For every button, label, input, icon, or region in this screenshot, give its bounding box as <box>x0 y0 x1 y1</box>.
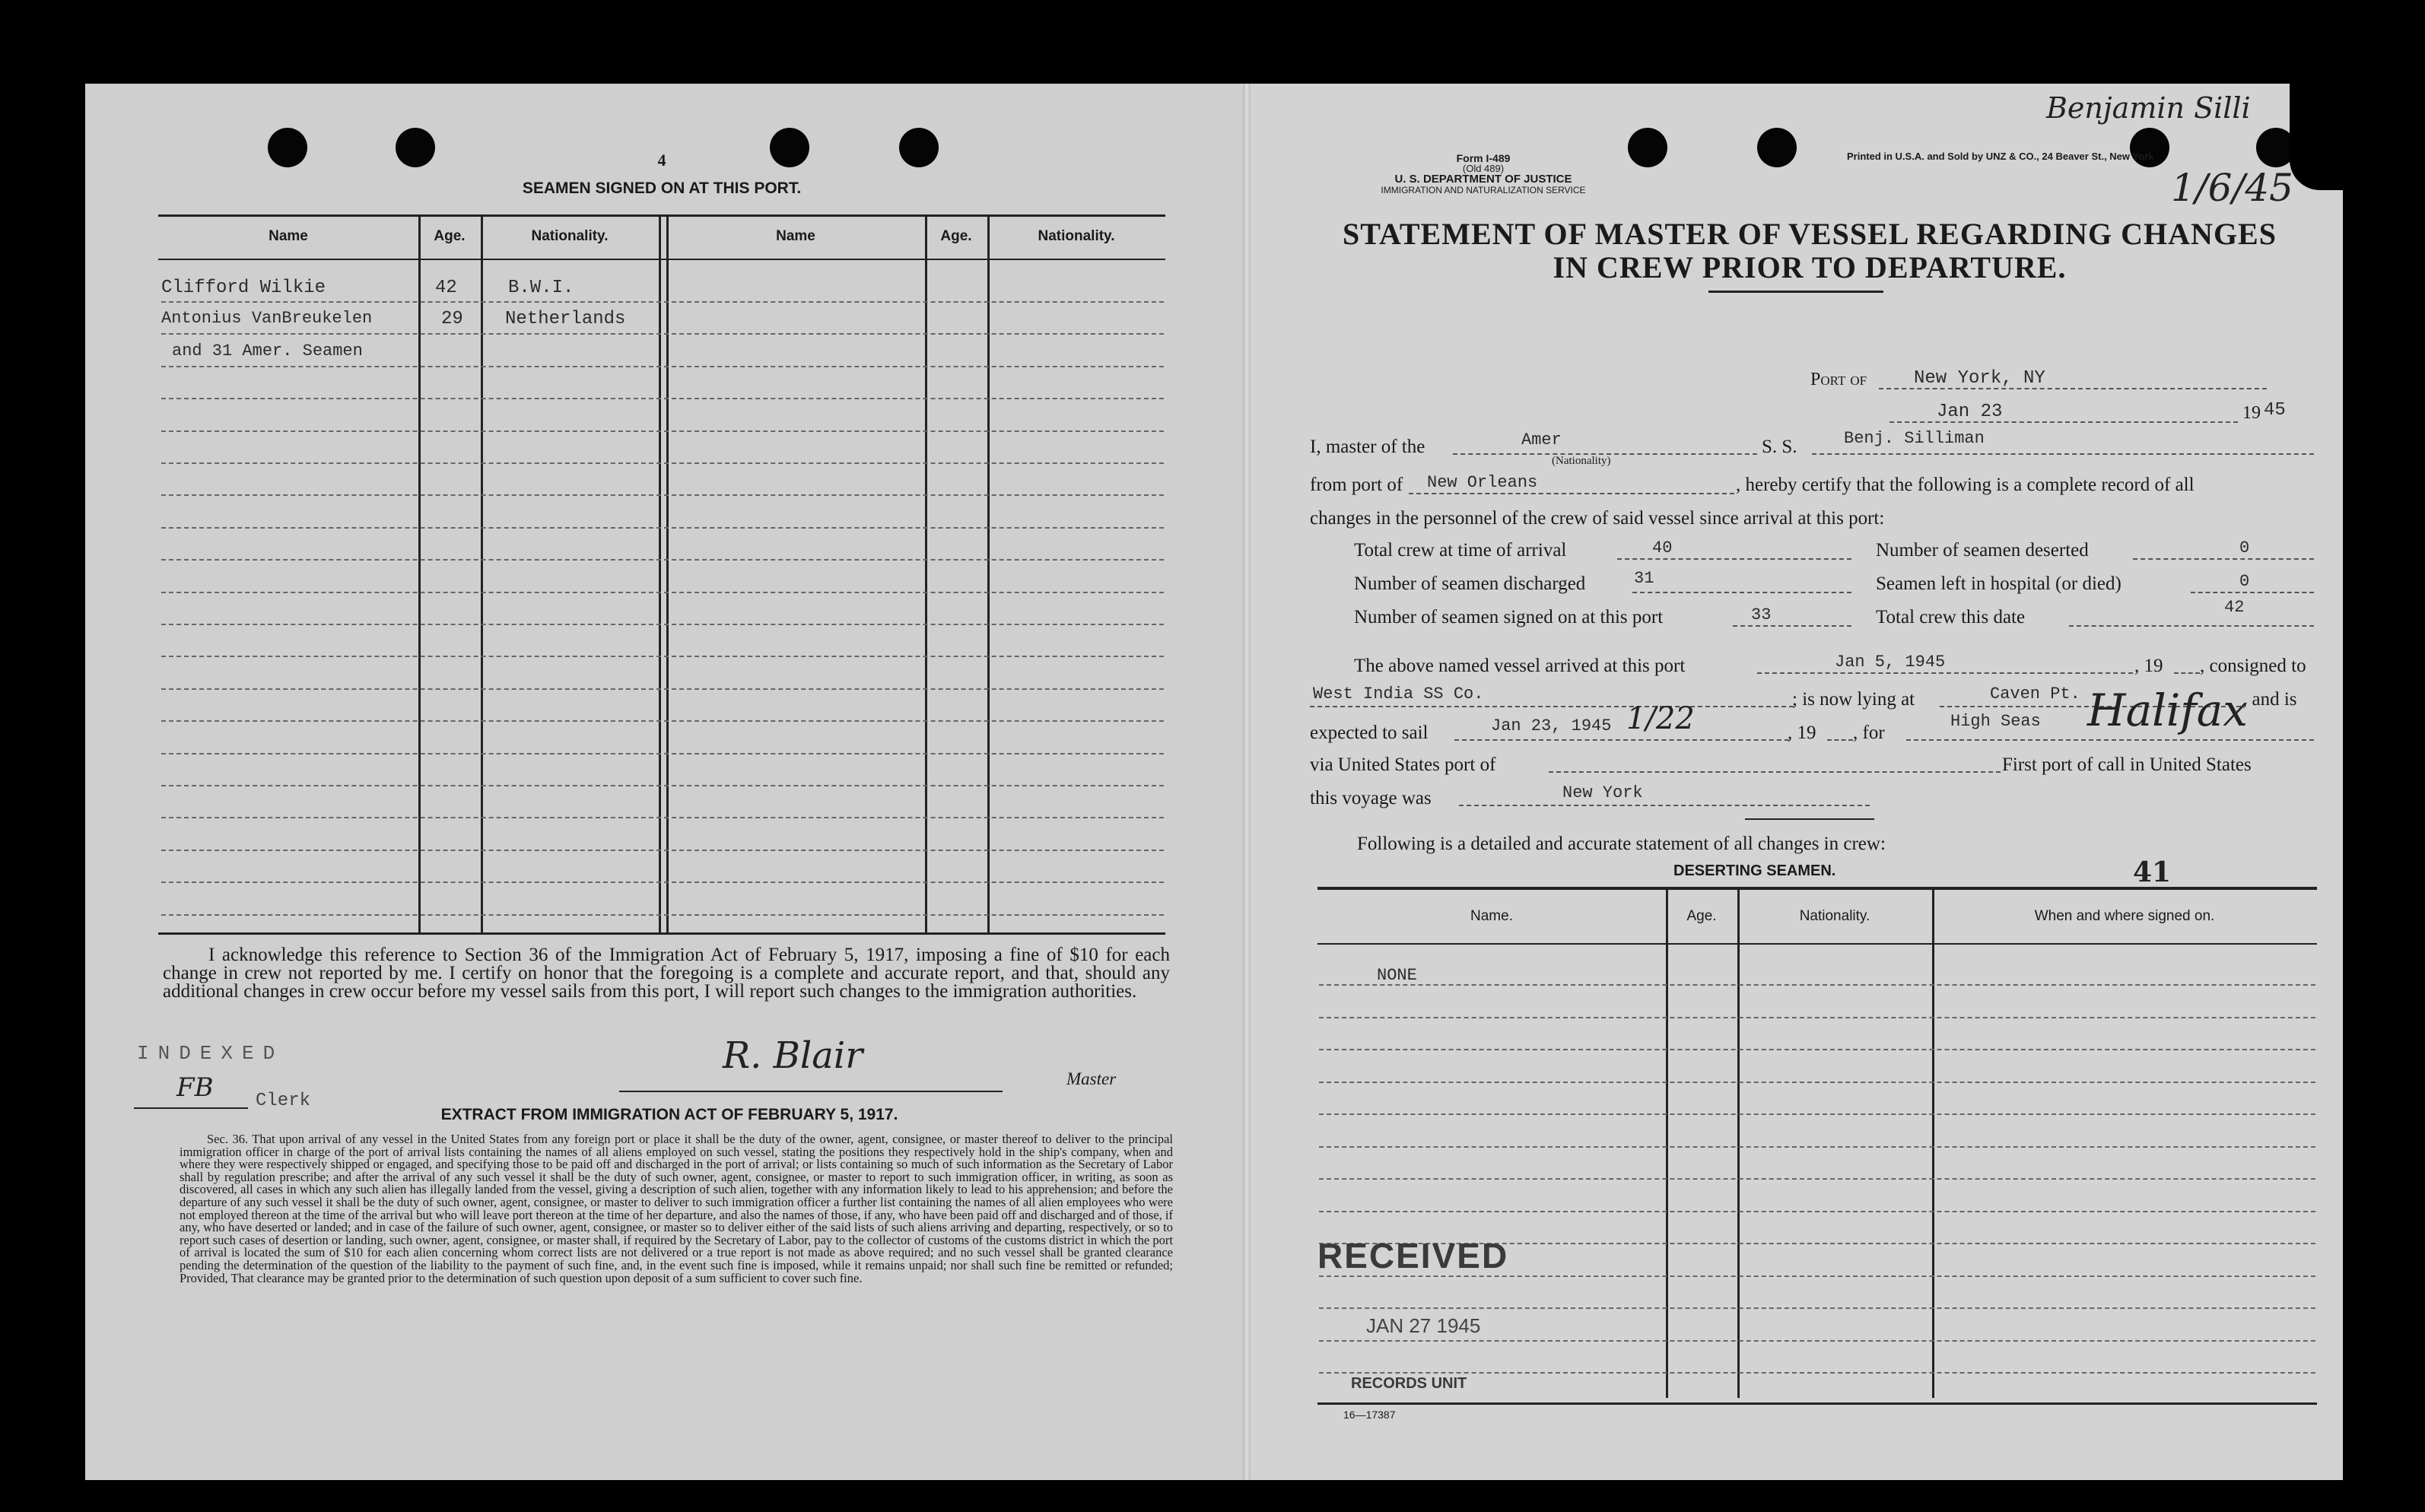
expected-year-line <box>1827 739 1853 741</box>
punch-hole <box>899 128 939 167</box>
consigned-label: , consigned to <box>2200 656 2306 676</box>
voyage-line <box>1459 805 1870 806</box>
handwritten-ship-name: Benjamin Silli <box>2046 91 2251 125</box>
master-of-label: I, master of the <box>1310 437 1425 457</box>
col-header-nationality: Nationality. <box>531 228 609 244</box>
nationality-value: Amer <box>1521 430 1562 449</box>
right-col-header-nationality: Nationality. <box>1799 908 1870 924</box>
table-rule-line <box>1319 1017 2315 1018</box>
via-line <box>1549 771 2001 773</box>
table-rule-line <box>161 494 1164 496</box>
table-top-rule <box>158 214 1165 217</box>
table-row-name: Antonius VanBreukelen <box>161 309 373 328</box>
table-rule-line <box>161 720 1164 722</box>
table-rule-line <box>161 559 1164 561</box>
nationality-caption: (Nationality) <box>1552 455 1611 467</box>
form-number: Form I-489 <box>1456 152 1511 164</box>
table-row-nationality: Netherlands <box>505 309 626 329</box>
right-col-divider <box>1737 890 1740 1398</box>
received-date: JAN 27 1945 <box>1366 1314 1481 1337</box>
signed-on-line <box>1733 625 1851 627</box>
form-bottom-rule <box>1317 1402 2317 1405</box>
total-crew-date-label: Total crew this date <box>1876 607 2026 627</box>
col-header-age: Age. <box>434 228 466 244</box>
table-rule-line <box>1319 1113 2315 1115</box>
table-bottom-rule <box>158 932 1165 935</box>
year-prefix: 19 <box>2242 403 2261 423</box>
expected-year-label: , 19 <box>1788 723 1816 743</box>
table-header-rule <box>158 259 1165 260</box>
arrived-label: The above named vessel arrived at this port <box>1354 656 1686 676</box>
right-table-top-rule <box>1317 887 2317 890</box>
table-rule-line <box>161 753 1164 754</box>
table-rule-line <box>1319 1307 2315 1309</box>
right-col-header-when-where: When and where signed on. <box>2034 908 2215 924</box>
certify-text-2: changes in the personnel of the crew of said vessel since arrival at this port: <box>1310 508 1885 529</box>
col-divider <box>659 214 661 932</box>
hospital-label: Seamen left in hospital (or died) <box>1876 573 2121 594</box>
voyage-rule <box>1745 818 1874 820</box>
from-port-line <box>1409 493 1734 494</box>
port-value: New York, NY <box>1914 368 2045 389</box>
printer-credit: Printed in U.S.A. and Sold by UNZ & CO., 24 Beaver St., New York <box>1847 151 2154 162</box>
right-col-divider <box>1666 890 1668 1398</box>
table-rule-line <box>1319 1178 2315 1180</box>
expected-line <box>1454 739 1789 741</box>
lying-label: ; is now lying at <box>1792 689 1915 710</box>
hospital-line <box>2191 592 2314 593</box>
expected-correction: 1/22 <box>1626 701 1695 736</box>
col-divider <box>418 214 421 932</box>
table-rule-line <box>1319 1146 2315 1148</box>
destination-line <box>1906 739 2314 741</box>
table-row-age: 29 <box>441 309 463 329</box>
extract-title: EXTRACT FROM IMMIGRATION ACT OF FEBRUARY 5, 1917. <box>440 1106 898 1123</box>
table-rule-line <box>161 817 1164 818</box>
department-name: U. S. DEPARTMENT OF JUSTICE <box>1394 173 1572 186</box>
voyage-value: New York <box>1562 783 1643 802</box>
table-rule-line <box>161 462 1164 464</box>
col-divider <box>925 214 927 932</box>
table-rule-line <box>161 366 1164 367</box>
table-rule-line <box>1319 1049 2315 1050</box>
arrived-value: Jan 5, 1945 <box>1835 653 1946 672</box>
right-col-header-name: Name. <box>1470 908 1513 924</box>
deserting-number: 41 <box>2133 856 2172 888</box>
punch-hole <box>268 128 307 167</box>
master-label: Master <box>1066 1069 1117 1088</box>
punch-hole <box>1757 128 1797 167</box>
arrived-year-label: , 19 <box>2134 656 2163 676</box>
torn-corner <box>2290 84 2343 190</box>
signed-on-value: 33 <box>1751 605 1772 624</box>
master-signature: R. Blair <box>723 1034 863 1077</box>
col-divider <box>481 214 483 932</box>
discharged-value: 31 <box>1634 569 1654 588</box>
table-rule-line <box>161 881 1164 883</box>
table-rule-line <box>1319 1211 2315 1212</box>
form-title-line2: IN CREW PRIOR TO DEPARTURE. <box>1553 250 2067 284</box>
table-rule-line <box>161 850 1164 851</box>
records-unit: RECORDS UNIT <box>1351 1375 1467 1392</box>
certify-text: , hereby certify that the following is a complete record of all <box>1736 475 2195 495</box>
table-rule-line <box>161 624 1164 625</box>
total-crew-arrival-line <box>1617 558 1851 560</box>
form-old-number: (Old 489) <box>1462 163 1505 174</box>
table-rule-line <box>1319 1372 2315 1374</box>
discharged-line <box>1632 592 1851 593</box>
discharged-label: Number of seamen discharged <box>1354 573 1586 594</box>
section-title: SEAMEN SIGNED ON AT THIS PORT. <box>522 179 802 197</box>
for-label: , for <box>1853 723 1885 743</box>
table-rule-line <box>1319 984 2315 986</box>
deserted-value: 0 <box>2239 538 2250 557</box>
received-stamp: RECEIVED <box>1317 1236 1509 1275</box>
col-header-age-2: Age. <box>940 228 972 244</box>
title-underline <box>1708 291 1883 293</box>
table-rule-line <box>161 688 1164 690</box>
table-rule-line <box>161 430 1164 432</box>
total-crew-arrival-value: 40 <box>1652 538 1673 557</box>
table-row-name: Clifford Wilkie <box>161 278 326 298</box>
handwritten-date: 1/6/45 <box>2171 166 2293 210</box>
table-rule-line <box>161 914 1164 916</box>
right-table-header-rule <box>1317 943 2317 945</box>
page-number: 4 <box>657 151 666 170</box>
punch-hole <box>396 128 435 167</box>
deserted-label: Number of seamen deserted <box>1876 540 2089 561</box>
first-port-label: First port of call in United States <box>2002 754 2252 775</box>
date-value: Jan 23 <box>1937 402 2003 422</box>
table-rule-line <box>161 333 1164 335</box>
table-rule-line <box>1319 1340 2315 1342</box>
right-col-header-age: Age. <box>1686 908 1717 924</box>
total-crew-date-value: 42 <box>2224 598 2245 617</box>
and-is-label: , and is <box>2242 689 2297 710</box>
col-header-nationality-2: Nationality. <box>1038 228 1115 244</box>
acknowledgment-text: I acknowledge this reference to Section 36 of the Immigration Act of February 5, 1917, imposing a fine of $10 for each change in crew not reported by me. I certify on honor that the foregoing is a complete and accurate report, and that, should any additional changes in crew occur before my vessel sails from this port, I will report such changes to the immigration authorities. <box>163 945 1170 1002</box>
col-header-name-2: Name <box>776 228 815 244</box>
table-row-age: 42 <box>435 278 457 298</box>
table-rule-line <box>161 592 1164 593</box>
clerk-initials: FB <box>176 1072 214 1103</box>
arrived-year-line <box>2174 672 2200 674</box>
col-header-name: Name <box>269 228 308 244</box>
port-line <box>1879 388 2267 389</box>
clerk-label: Clerk <box>256 1091 311 1111</box>
date-line <box>1889 421 2238 423</box>
col-divider <box>666 214 669 932</box>
following-text: Following is a detailed and accurate statement of all changes in crew: <box>1357 834 1886 854</box>
voyage-label: this voyage was <box>1310 788 1432 808</box>
consignee-value: West India SS Co. <box>1313 685 1484 704</box>
expected-label: expected to sail <box>1310 723 1429 743</box>
via-label: via United States port of <box>1310 754 1496 775</box>
ss-label: S. S. <box>1762 437 1797 457</box>
table-rule-line <box>1319 1082 2315 1083</box>
lying-value: Caven Pt. <box>1990 685 2080 704</box>
table-row-name: and 31 Amer. Seamen <box>172 341 363 361</box>
table-rule-line <box>161 785 1164 786</box>
from-port-label: from port of <box>1310 475 1403 495</box>
hospital-value: 0 <box>2239 572 2250 591</box>
total-crew-arrival-label: Total crew at time of arrival <box>1354 540 1567 561</box>
signed-on-label: Number of seamen signed on at this port <box>1354 607 1664 627</box>
indexed-stamp: INDEXED <box>137 1042 284 1065</box>
extract-text: Sec. 36. That upon arrival of any vessel in the United States from any foreign port or place it shall be the duty of the owner, agent, consignee, or master thereof to deliver to the principal immigration officer in charge of the port of arrival lists containing the names of all aliens employed on such vessel, stating the positions they respectively hold in the ship's company, when and where they were respectively shipped or engaged, and specifying those to be paid off and discharged in the port of arrival; or lists containing so much of such information as the Secretary of Labor shall by regulation prescribe; and after the arrival of any such vessel it shall be the duty of such owner, agent, consignee, or master to report to such immigration officer, in writing, as soon as discovered, all cases in which any such alien has illegally landed from the vessel, giving a description of such alien, together with any information likely to lead to his apprehension; and before the departure of any such vessel it shall be the duty of such owner, agent, consignee, or master to deliver to such immigration officer a further list containing the names of all alien employees who were not employed thereon at the time of the arrival but who will leave port thereon at the time of her departure, and also the names of those, if any, who have been paid off and discharged and of those, if any, who have deserted or landed; and in case of the failure of such owner, agent, consignee, or master so to deliver either of the said lists of such aliens arriving and departing, respectively, or so to report such cases of desertion or landing, such owner, agent, consignee, or master shall, if required by the Secretary of Labor, pay to the collector of customs of the customs district in which the port of arrival is located the sum of $10 for each alien concerning whom correct lists are not delivered or a true report is not made as above required; and no such vessel shall be granted clearance pending the determination of the question of the liability to the payment of such fine, and, in the event such fine is imposed, while it remains unpaid; nor shall such fine be remitted or refunded; Provided, That clearance may be granted prior to the determination of such question upon deposit of a sum sufficient to cover such fine. <box>180 1132 1173 1285</box>
vessel-line <box>1812 453 2314 455</box>
col-divider <box>987 214 990 932</box>
deserting-title: DESERTING SEAMEN. <box>1673 862 1836 879</box>
destination-value: High Seas <box>1950 712 2041 731</box>
deserted-line <box>2133 558 2314 560</box>
total-crew-date-line <box>2069 625 2314 627</box>
year-value: 45 <box>2264 400 2286 421</box>
service-name: IMMIGRATION AND NATURALIZATION SERVICE <box>1381 185 1586 195</box>
right-col-divider <box>1932 890 1934 1398</box>
consignee-line <box>1310 706 1794 707</box>
table-row-nationality: B.W.I. <box>508 278 574 298</box>
table-rule-line <box>161 656 1164 657</box>
form-code: 16—17387 <box>1343 1409 1396 1421</box>
page-fold <box>1243 84 1251 1480</box>
arrived-line <box>1757 672 2133 674</box>
port-label: Port of <box>1810 370 1867 389</box>
right-table-first-row: NONE <box>1377 966 1417 985</box>
destination-correction: Halifax <box>2087 685 2249 736</box>
table-rule-line <box>161 398 1164 399</box>
vessel-name: Benj. Silliman <box>1844 429 1985 448</box>
clerk-line <box>134 1107 248 1109</box>
table-rule-line <box>161 301 1164 303</box>
from-port-value: New Orleans <box>1427 473 1538 492</box>
punch-hole <box>1628 128 1667 167</box>
master-signature-line <box>619 1091 1003 1092</box>
punch-hole <box>770 128 809 167</box>
expected-value: Jan 23, 1945 <box>1491 716 1612 735</box>
table-rule-line <box>161 527 1164 529</box>
form-title-line1: STATEMENT OF MASTER OF VESSEL REGARDING CHANGES <box>1343 217 2277 251</box>
